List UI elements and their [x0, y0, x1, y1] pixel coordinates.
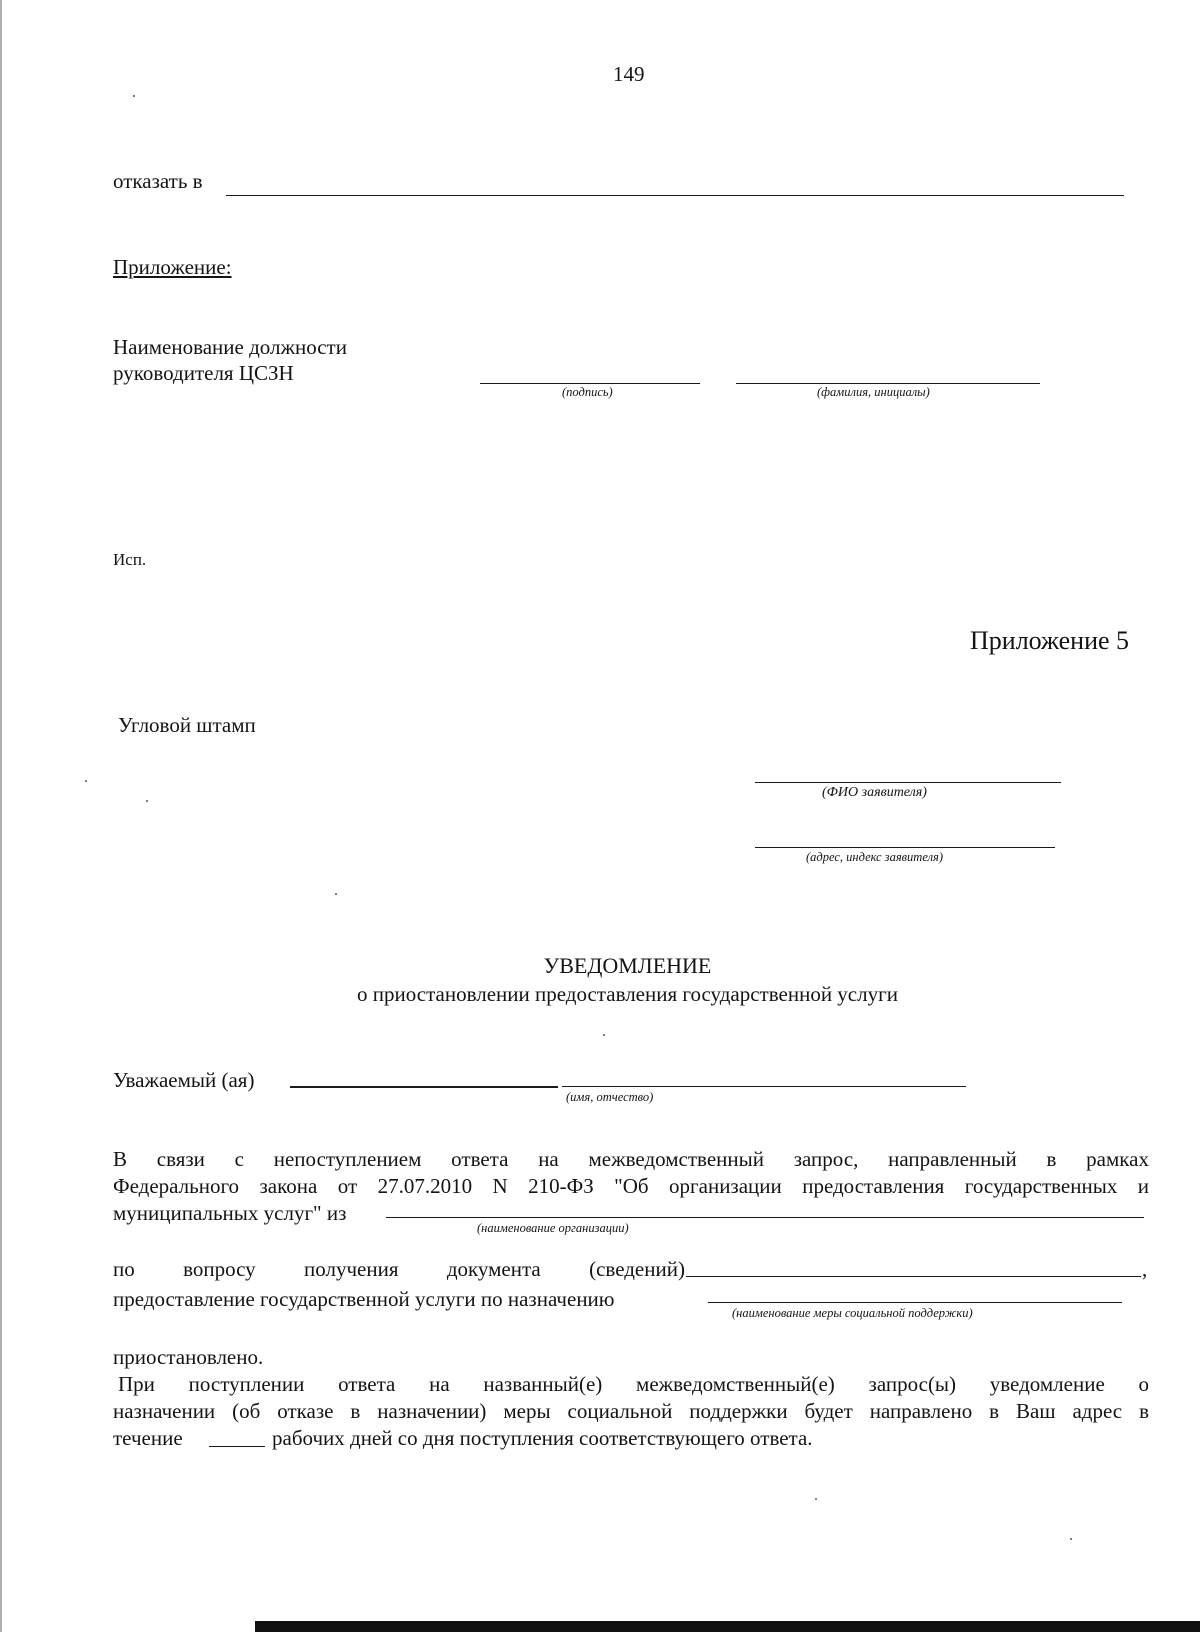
scan-bottom-edge: [255, 1621, 1200, 1632]
days-blank-line: [209, 1446, 265, 1447]
body-p3-line1: При поступлении ответа на названный(е) межведомственный(е) запрос(ы) уведомление о: [118, 1372, 1149, 1396]
scan-speck: [146, 800, 148, 802]
appendix-title: Приложение 5: [970, 626, 1130, 655]
scan-speck: [335, 893, 337, 895]
scan-left-edge: [0, 0, 2, 1632]
p2-comma: ,: [1142, 1257, 1148, 1281]
p2-word: вопросу: [183, 1257, 256, 1281]
body-p1-line2: Федерального закона от 27.07.2010 N 210-ФЗ "Об организации предоставления государственных и: [113, 1174, 1149, 1198]
body-p2-line1: [113, 1256, 685, 1282]
org-name-line: [386, 1217, 1144, 1218]
greeting-name-line-2: [562, 1086, 966, 1087]
corner-stamp-label: Угловой штамп: [118, 713, 256, 737]
signature-line: [480, 383, 700, 384]
org-caption: (наименование организации): [477, 1221, 629, 1235]
body-p2-line2: предоставление государственной услуги по назначению: [113, 1287, 615, 1311]
page-number: 149: [613, 62, 645, 86]
body-p1-line1: В связи с непоступлением ответа на межведомственный запрос, направленный в рамках: [113, 1147, 1149, 1171]
applicant-address-caption: (адрес, индекс заявителя): [806, 850, 943, 864]
body-p1-line3: муниципальных услуг" из: [113, 1201, 347, 1225]
refuse-blank-line: [226, 195, 1124, 196]
measure-caption: (наименование меры социальной поддержки): [732, 1306, 973, 1320]
p2-word: получения: [304, 1257, 399, 1281]
suspended-label: приостановлено.: [113, 1345, 264, 1369]
body-p3-line3-a: течение: [113, 1426, 183, 1450]
applicant-address-line: [755, 847, 1055, 848]
body-p3-line3-b: рабочих дней со дня поступления соответствующего ответа.: [272, 1426, 813, 1450]
notice-subtitle: о приостановлении предоставления государственной услуги: [357, 982, 898, 1006]
scan-speck: [133, 95, 135, 97]
attachment-label: Приложение:: [113, 255, 232, 279]
scan-speck: [603, 1034, 605, 1036]
scan-speck: [85, 780, 87, 782]
executor-label: Исп.: [113, 550, 147, 569]
head-name-caption: (фамилия, инициалы): [817, 385, 930, 399]
head-title-line1: Наименование должности: [113, 335, 347, 359]
p2-word: по: [113, 1257, 135, 1281]
signature-caption: (подпись): [562, 385, 613, 399]
refuse-label: отказать в: [113, 169, 203, 193]
greeting-label: Уважаемый (ая): [113, 1068, 255, 1092]
p2-word: (сведений): [589, 1257, 685, 1281]
applicant-name-caption: (ФИО заявителя): [822, 785, 927, 800]
document-blank-line: [686, 1276, 1141, 1277]
notice-title: УВЕДОМЛЕНИЕ: [543, 953, 712, 978]
greeting-name-line-1: [290, 1086, 558, 1088]
scan-speck: [1070, 1538, 1072, 1540]
applicant-name-line: [755, 782, 1061, 783]
head-title-line2: руководителя ЦСЗН: [113, 361, 294, 385]
scan-speck: [815, 1498, 817, 1500]
head-name-line: [736, 383, 1040, 384]
p2-word: документа: [446, 1257, 541, 1281]
body-p3-line2: назначении (об отказе в назначении) меры социальной поддержки будет направлено в Ваш адрес в: [113, 1399, 1149, 1423]
greeting-caption: (имя, отчество): [566, 1090, 654, 1104]
measure-blank-line: [708, 1302, 1122, 1303]
